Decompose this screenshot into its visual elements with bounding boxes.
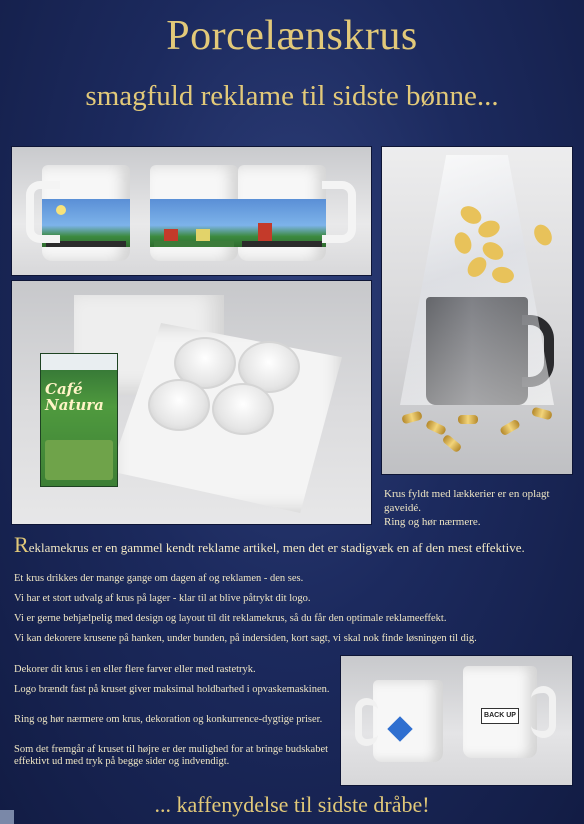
drop-cap: R [14, 532, 29, 557]
mug-center [150, 165, 238, 261]
body-paragraph: Vi kan dekorere krusene på hanken, under bunden, på indersiden, kort sagt, vi skal nok finde løsningen til dig. [14, 633, 477, 644]
flower-mug [373, 680, 443, 762]
gold-candy [401, 411, 423, 425]
flower-logo-icon [387, 716, 412, 741]
body-paragraph: Vi er gerne behjælpelig med design og layout til dit reklamekrus, så du får den optimale reklameeffekt. [14, 613, 447, 624]
coffee-package [40, 353, 118, 487]
gift-box-photo [11, 280, 372, 525]
page-subtitle: smagfuld reklame til sidste bønne... [85, 80, 499, 112]
mug-right [238, 165, 326, 261]
body-paragraph: Dekorer dit krus i en eller flere farver eller med rastetryk. [14, 664, 256, 675]
body-paragraph: Logo brændt fast på kruset giver maksimal holdbarhed i opvaskemaskinen. [14, 684, 330, 695]
backup-mug [463, 666, 537, 758]
decorated-mugs-photo [11, 146, 372, 276]
footer-tagline: ... kaffenydelse til sidste dråbe! [154, 792, 430, 817]
backup-label: BACK UP [481, 708, 519, 724]
body-paragraph: Vi har et stort udvalg af krus på lager - klar til at blive påtrykt dit logo. [14, 593, 311, 604]
lead-text: eklamekrus er en gammel kendt reklame artikel, men det er stadigvæk en af den mest effektive. [28, 540, 525, 555]
gift-mug-photo [381, 146, 573, 475]
gift-caption [384, 487, 569, 529]
body-paragraph: Som det fremgår af kruset til højre er der mulighed for at bringe budskabet effektivt ud med tryk på begge sider og indvendigt. [14, 744, 329, 767]
lead-paragraph [14, 532, 544, 557]
printed-mugs-photo [340, 655, 573, 786]
gift-caption-call: Ring og hør nærmere. [384, 516, 481, 528]
page-title: Porcelænskrus [166, 13, 418, 59]
corner-mark [0, 810, 14, 824]
coffee-brand-2: Natura [45, 396, 104, 414]
body-paragraph: Ring og hør nærmere om krus, dekoration og konkurrence-dygtige priser. [14, 714, 323, 725]
cellophane-wrap [400, 155, 554, 405]
body-paragraph: Et krus drikkes der mange gange om dagen af og reklamen - den ses. [14, 573, 304, 584]
coffee-brand: Café [45, 380, 83, 398]
gift-caption-text: Krus fyldt med lækkerier er en oplagt gaveidé. [384, 488, 550, 514]
